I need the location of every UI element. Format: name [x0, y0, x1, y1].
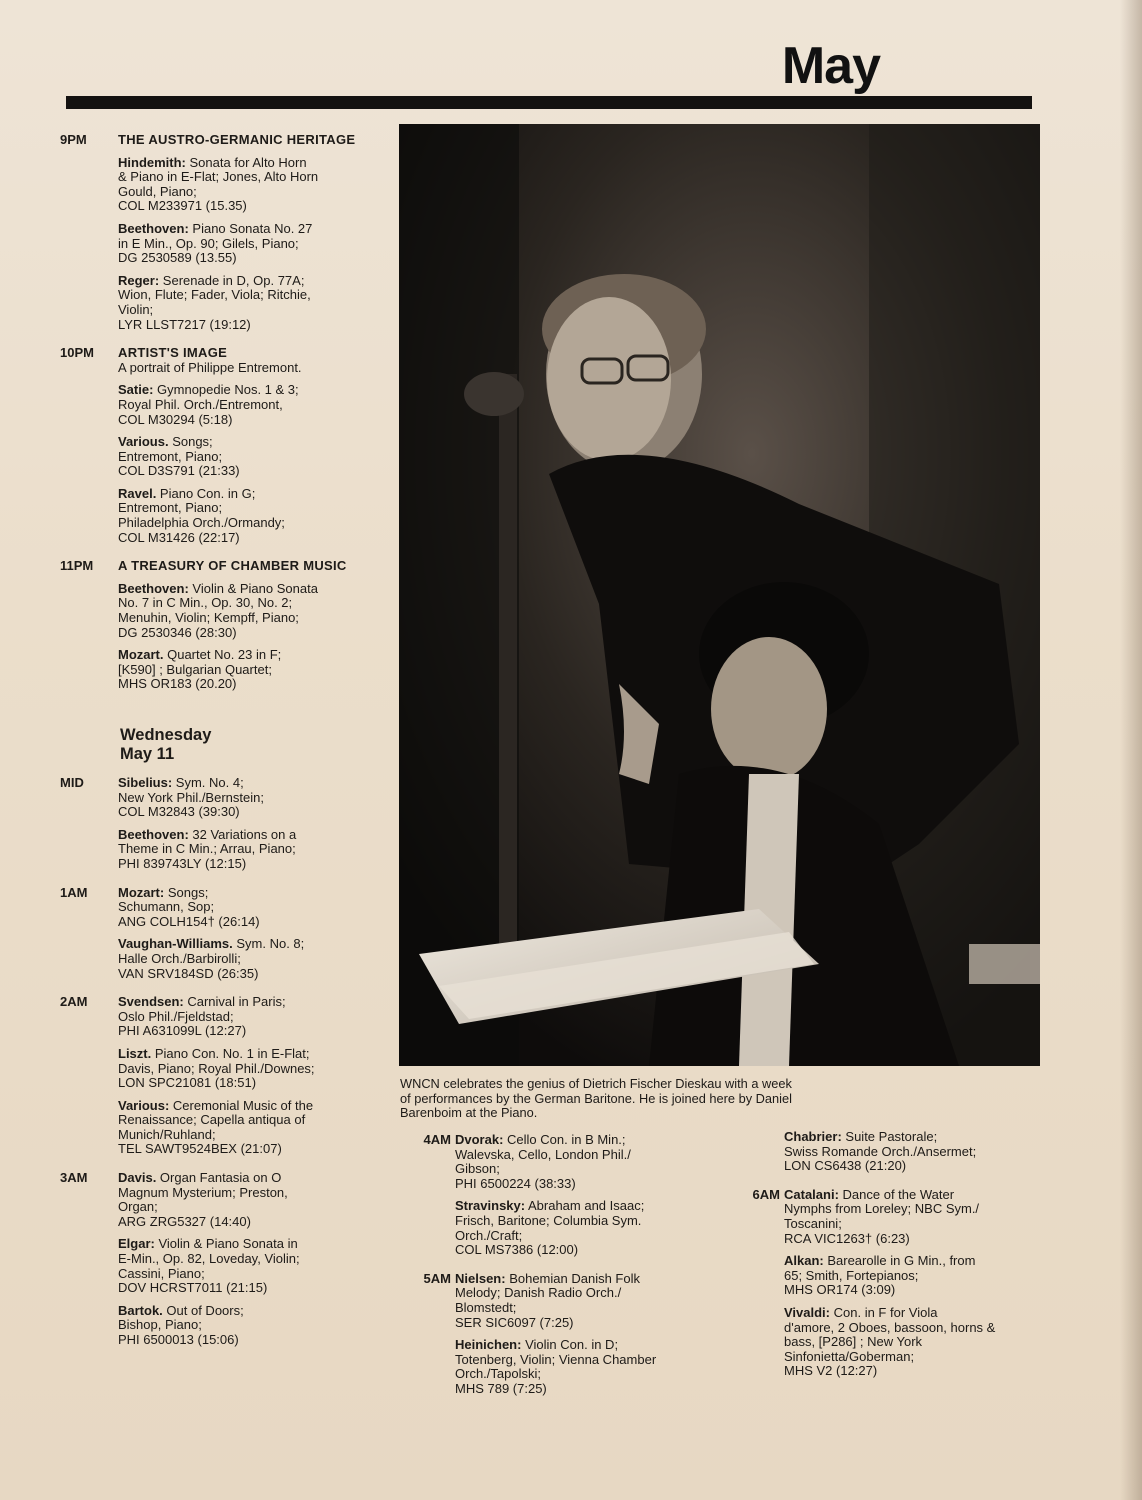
composer-name: Elgar:	[118, 1236, 155, 1252]
program-listing	[455, 1272, 698, 1405]
recording-entry	[118, 222, 360, 266]
composer-name: Various:	[118, 1097, 170, 1113]
program-time: 3AM	[60, 1170, 88, 1186]
recording-entry	[455, 1199, 698, 1257]
program-block	[60, 1171, 360, 1356]
recording-details: Violin & Piano Sonata in E-Min., Op. 82, Loveday, Violin; Cassini, Piano; DOV HCRST7011 (21:15)	[118, 1236, 300, 1296]
recording-entry	[118, 582, 360, 640]
recording-entry	[784, 1306, 1027, 1379]
composer-name: Vaughan-Williams.	[118, 936, 233, 952]
program-time: 2AM	[60, 994, 88, 1010]
composer-name: Davis.	[118, 1170, 157, 1186]
recording-details: Piano Con. in G; Entremont, Piano; Philadelphia Orch./Ormandy; COL M31426 (22:17)	[118, 485, 285, 545]
composer-name: Sibelius:	[118, 775, 173, 790]
composer-name: Beethoven:	[118, 580, 189, 596]
program-block	[727, 1130, 1027, 1182]
program-listing	[118, 346, 360, 553]
composer-name: Heinichen:	[455, 1337, 522, 1353]
program-listing	[118, 886, 360, 990]
composer-name: Nielsen:	[455, 1270, 506, 1286]
recording-entry	[118, 1304, 360, 1348]
recording-entry	[118, 1171, 360, 1229]
recording-details: Piano Con. No. 1 in E-Flat; Davis, Piano; Royal Phil./Downes; LON SPC21081 (18:51)	[118, 1045, 315, 1091]
program-description: A portrait of Philippe Entremont.	[118, 359, 302, 375]
recording-details: Dance of the Water Nymphs from Loreley; NBC Sym./ Toscanini; RCA VIC1263† (6:23)	[784, 1186, 980, 1246]
composer-name: Various.	[118, 434, 169, 450]
recording-details: Serenade in D, Op. 77A; Wion, Flute; Fader, Viola; Ritchie, Violin; LYR LLST7217 (19:12)	[118, 272, 311, 332]
program-block	[60, 346, 360, 553]
recording-entry	[118, 435, 360, 479]
recording-entry	[118, 274, 360, 332]
recording-entry	[118, 1099, 360, 1157]
recording-details: Quartet No. 23 in F; [K590] ; Bulgarian Quartet; MHS OR183 (20.20)	[118, 647, 282, 692]
program-listing	[118, 776, 360, 880]
composer-name: Mozart:	[118, 884, 165, 900]
recording-entry	[118, 487, 360, 545]
composer-name: Beethoven:	[118, 826, 189, 842]
day-heading-weekday: Wednesday	[120, 726, 212, 744]
recording-entry	[784, 1188, 1027, 1246]
recording-entry	[118, 886, 360, 930]
recording-details: Carnival in Paris; Oslo Phil./Fjeldstad; PHI A631099L (12:27)	[118, 994, 286, 1039]
composer-name: Liszt.	[118, 1045, 152, 1061]
recording-details: Songs; Entremont, Piano; COL D3S791 (21:33)	[118, 434, 240, 479]
composer-name: Bartok.	[118, 1302, 163, 1318]
right-schedule-column	[727, 1130, 1027, 1393]
recording-entry	[118, 828, 360, 872]
recording-details: Organ Fantasia on O Magnum Mysterium; Preston, Organ; ARG ZRG5327 (14:40)	[118, 1170, 288, 1229]
program-time: 1AM	[60, 884, 88, 900]
composer-name: Ravel.	[118, 485, 157, 501]
recording-details: Out of Doors; Bishop, Piano; PHI 6500013 (15:06)	[118, 1302, 244, 1347]
evening-programs	[60, 133, 360, 700]
composer-name: Vivaldi:	[784, 1304, 831, 1320]
recording-details: Bohemian Danish Folk Melody; Danish Radio Orch./ Blomstedt; SER SIC6097 (7:25)	[455, 1270, 640, 1330]
recording-entry	[455, 1338, 698, 1396]
program-block	[60, 995, 360, 1165]
composer-name: Mozart.	[118, 647, 164, 663]
program-listing	[118, 1171, 360, 1356]
recording-details: Sym. No. 8; Halle Orch./Barbirolli; VAN SRV184SD (26:35)	[118, 936, 305, 981]
recording-details: Cello Con. in B Min.; Walevska, Cello, London Phil./ Gibson; PHI 6500224 (38:33)	[455, 1132, 631, 1191]
recording-entry	[118, 1047, 360, 1091]
program-listing	[118, 133, 360, 340]
recording-entry	[784, 1254, 1027, 1298]
recording-details: Abraham and Isaac; Frisch, Baritone; Columbia Sym. Orch./Craft; COL MS7386 (12:00)	[455, 1198, 645, 1258]
recording-entry	[118, 937, 360, 981]
wednesday-programs	[60, 776, 360, 1356]
program-block	[60, 776, 360, 880]
program-time: 5AM	[423, 1270, 451, 1286]
program-block	[60, 886, 360, 990]
program-block	[398, 1133, 698, 1266]
program-block	[727, 1188, 1027, 1387]
day-heading	[120, 726, 360, 764]
program-title: A TREASURY OF CHAMBER MUSIC	[118, 558, 347, 574]
program-time: 6AM	[752, 1186, 780, 1202]
composer-name: Catalani:	[784, 1186, 839, 1202]
photo-caption	[400, 1077, 870, 1121]
left-schedule-column	[60, 133, 360, 1362]
recording-details: Gymnopedie Nos. 1 & 3; Royal Phil. Orch./Entremont, COL M30294 (5:18)	[118, 382, 299, 427]
recording-details: Violin Con. in D; Totenberg, Violin; Vienna Chamber Orch./Tapolski; MHS 789 (7:25)	[455, 1337, 657, 1396]
recording-entry	[784, 1130, 1027, 1174]
photo-illustration	[399, 124, 1040, 1066]
program-time: MID	[60, 775, 84, 790]
composer-name: Dvorak:	[455, 1132, 504, 1147]
program-listing	[455, 1133, 698, 1266]
program-listing	[118, 559, 360, 700]
photo-caption-text: WNCN celebrates the genius of Dietrich Fischer Dieskau with a week of performances by the German Baritone. He is joined here by Daniel Barenboim at the Piano.	[400, 1076, 792, 1121]
header-rule	[66, 96, 1032, 109]
program-block	[60, 559, 360, 700]
recording-details: Con. in F for Viola d'amore, 2 Oboes, bassoon, horns & bass, [P286] ; New York Sinfonietta/Goberman; MHS V2 (12:27)	[784, 1304, 996, 1379]
day-heading-date: May 11	[120, 745, 175, 763]
middle-schedule-column	[398, 1133, 698, 1411]
program-listing	[784, 1130, 1027, 1182]
month-masthead: May	[781, 37, 880, 95]
recording-details: Barearolle in G Min., from 65; Smith, Fortepianos; MHS OR174 (3:09)	[784, 1253, 976, 1298]
recording-entry	[118, 383, 360, 427]
recording-entry	[118, 648, 360, 692]
program-title: ARTIST'S IMAGE	[118, 345, 228, 361]
recording-entry	[118, 156, 360, 214]
recording-entry	[455, 1133, 698, 1191]
recording-entry	[118, 995, 360, 1039]
recording-details: Piano Sonata No. 27 in E Min., Op. 90; Gilels, Piano; DG 2530589 (13.55)	[118, 220, 313, 266]
program-block	[398, 1272, 698, 1405]
recording-entry	[455, 1272, 698, 1330]
recording-details: Sym. No. 4; New York Phil./Bernstein; COL M32843 (39:30)	[118, 775, 264, 820]
recording-details: Songs; Schumann, Sop; ANG COLH154† (26:14)	[118, 884, 260, 929]
recording-details: Suite Pastorale; Swiss Romande Orch./Ansermet; LON CS6438 (21:20)	[784, 1129, 977, 1174]
recording-details: Ceremonial Music of the Renaissance; Capella antiqua of Munich/Ruhland; TEL SAWT9524BEX (21:07)	[118, 1097, 314, 1157]
recording-entry	[118, 776, 360, 820]
program-time	[727, 1130, 784, 1182]
composer-name: Stravinsky:	[455, 1198, 526, 1214]
program-time: 9PM	[60, 132, 87, 147]
composer-name: Svendsen:	[118, 994, 184, 1010]
composer-name: Alkan:	[784, 1253, 824, 1269]
recording-entry	[118, 1237, 360, 1295]
program-listing	[784, 1188, 1027, 1387]
recording-details: Sonata for Alto Horn & Piano in E-Flat; Jones, Alto Horn Gould, Piano; COL M233971 (15.35)	[118, 154, 319, 214]
program-time: 10PM	[60, 345, 94, 361]
composer-name: Reger:	[118, 272, 160, 288]
composer-name: Satie:	[118, 382, 154, 398]
recording-details: Violin & Piano Sonata No. 7 in C Min., Op. 30, No. 2; Menuhin, Violin; Kempff, Piano; DG 2530346 (28:30)	[118, 580, 318, 640]
program-title: THE AUSTRO-GERMANIC HERITAGE	[118, 132, 356, 147]
program-time: 4AM	[423, 1132, 451, 1147]
program-listing	[118, 995, 360, 1165]
composer-name: Hindemith:	[118, 154, 186, 170]
recording-details: 32 Variations on a Theme in C Min.; Arrau, Piano; PHI 839743LY (12:15)	[118, 826, 297, 871]
program-block	[60, 133, 360, 340]
program-time: 11PM	[60, 558, 94, 574]
composer-name: Beethoven:	[118, 220, 189, 236]
photo-dieskau-barenboim	[399, 124, 1040, 1066]
composer-name: Chabrier:	[784, 1129, 842, 1144]
